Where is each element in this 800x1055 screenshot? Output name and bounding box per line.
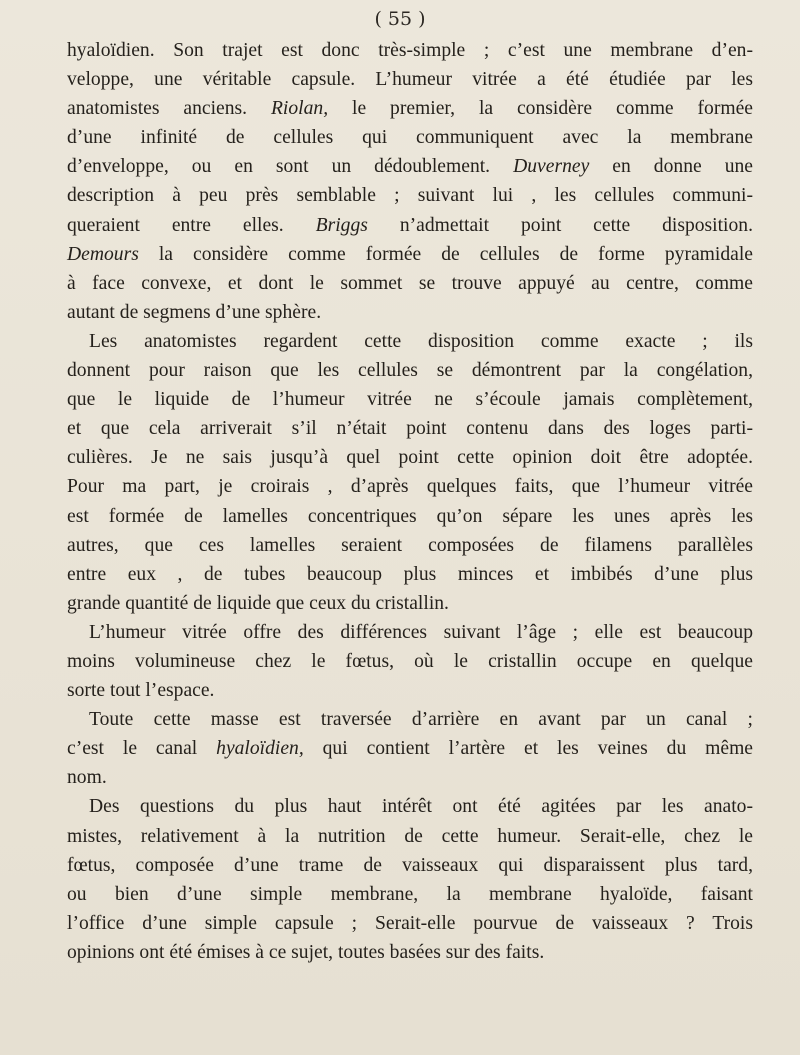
text-line: et que cela arriverait s’il n’était point contenu dans des loges parti- [67,418,753,440]
text-line: d’une infinité de cellules qui communiquent avec la membrane [67,127,753,149]
text-line: description à peu près semblable ; suivant lui , les cellules communi- [67,185,753,207]
author-name: Demours [67,243,139,265]
paragraph-end-line: grande quantité de liquide que ceux du cristallin. [67,592,449,614]
text-line: ou bien d’une simple membrane, la membrane hyaloïde, faisant [67,883,753,905]
author-name: Riolan, [270,98,329,120]
body-text [67,36,753,967]
paragraph-end-line: autant de segmens d’une sphère. [67,301,322,323]
text-line: Demours la considère comme formée de cellules de forme pyramidale [67,243,753,265]
text-line: moins volumineuse chez le fœtus, où le cristallin occupe en quelque [67,650,753,672]
text-line: entre eux , de tubes beaucoup plus minces et imbibés d’une plus [67,563,753,585]
text-line: à face convexe, et dont le sommet se trouve appuyé au centre, comme [67,272,753,294]
author-name: Duverney [513,156,590,178]
text-line: hyaloïdien. Son trajet est donc très-simple ; c’est une membrane d’en- [67,40,753,61]
text-line: fœtus, composée d’une trame de vaisseaux qui disparaissent plus tard, [67,854,753,876]
paragraph-end-line: opinions ont été émises à ce sujet, toutes basées sur des faits. [67,941,545,963]
text-line: que le liquide de l’humeur vitrée ne s’écoule jamais complètement, [67,389,753,411]
text-line: queraient entre elles. Briggs n’admettait point cette disposition. [67,214,753,236]
paragraph-end-line: nom. [67,767,107,789]
text-line: est formée de lamelles concentriques qu’on sépare les unes après les [67,505,753,527]
text-line: l’office d’une simple capsule ; Serait-elle pourvue de vaisseaux ? Trois [67,912,753,934]
text-line: Pour ma part, je croirais , d’après quelques faits, que l’humeur vitrée [67,476,753,498]
text-line: donnent pour raison que les cellules se démontrent par la congélation, [67,360,753,382]
paragraph-start-line: L’humeur vitrée offre des différences suivant l’âge ; elle est beaucoup [89,621,753,643]
italic-term: hyaloïdien, [216,738,304,760]
text-line: mistes, relativement à la nutrition de cette humeur. Serait-elle, chez le [67,825,753,847]
author-name: Briggs [315,214,368,236]
paragraph-start-line: Toute cette masse est traversée d’arrière en avant par un canal ; [89,709,753,731]
paragraph-start-line: Des questions du plus haut intérêt ont été agitées par les anato- [89,796,753,818]
text-line: autres, que ces lamelles seraient composées de filamens parallèles [67,534,753,556]
paragraph-end-line: sorte tout l’espace. [67,680,215,702]
text-line: c’est le canal hyaloïdien, qui contient l’artère et les veines du même [67,738,754,760]
text-line: d’enveloppe, ou en sont un dédoublement. Duverney en donne une [67,156,753,178]
text-line: anatomistes anciens. Riolan, le premier, la considère comme formée [67,98,753,120]
text-line: culières. Je ne sais jusqu’à quel point cette opinion doit être adoptée. [67,447,753,469]
text-line: veloppe, une véritable capsule. L’humeur vitrée a été étudiée par les [67,69,753,91]
page-number: ( 55 ) [374,8,426,30]
paragraph-start-line: Les anatomistes regardent cette disposition comme exacte ; ils [89,330,753,352]
